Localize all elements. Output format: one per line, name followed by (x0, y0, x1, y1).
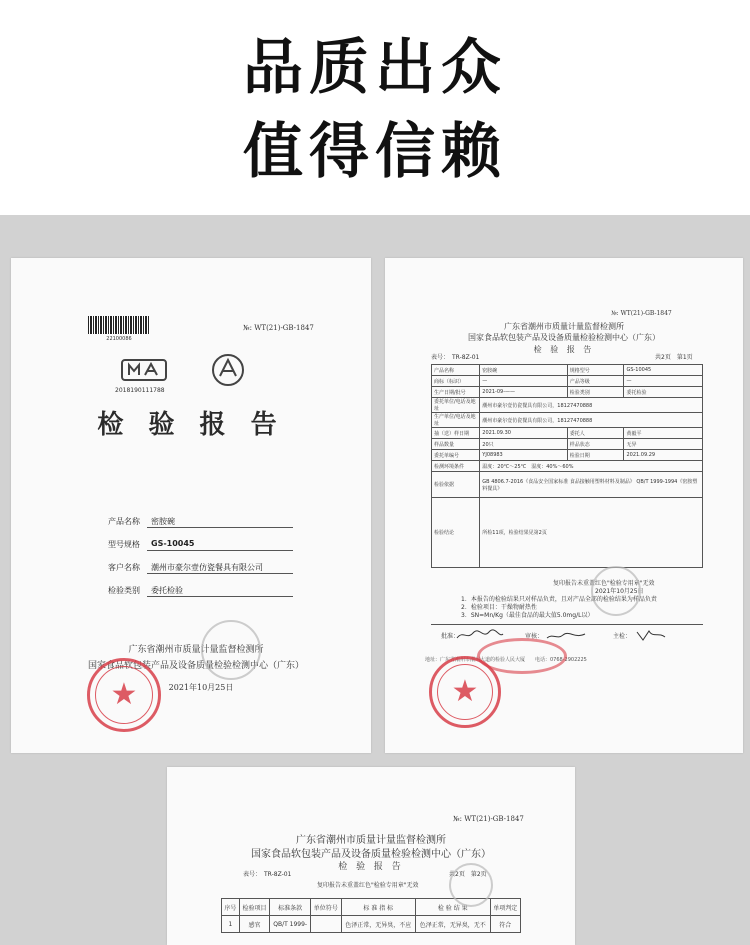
report-data-page-2 (167, 767, 575, 945)
table-header-cell: 单项判定 (490, 899, 521, 916)
table-cell: — (480, 376, 567, 387)
table-cell: 潮州市豪尔壹仿瓷餐具有限公司，18127470888 (480, 398, 703, 413)
page-info: 共2页 第1页 (655, 354, 693, 361)
org-name-line-1: 广东省潮州市质量计量监督检测所 (504, 322, 624, 331)
remark-line: 2．检验项目：干燥物耐热性 (461, 604, 537, 611)
red-seal-stamp (477, 638, 567, 674)
report-title: 检 验 报 告 (533, 345, 595, 354)
table-cell: 生产日期/批号 (432, 387, 480, 398)
table-cell: 样品状态 (567, 439, 624, 450)
table-cell: 2021.09.30 (480, 428, 567, 439)
footer-address: 地址：广东省潮州市潮州大道的检验人民大厦 电话：0768-2902225 (425, 657, 587, 663)
table-cell: 商标（标识） (432, 376, 480, 387)
table-row (432, 413, 703, 428)
copy-validity-note: 复印报告未重盖红色"检验专用章"无效 (553, 580, 655, 587)
table-row (432, 450, 703, 461)
report-data-page-1 (385, 258, 743, 753)
gray-seal-stamp (201, 620, 261, 680)
table-header-cell: 标准条款 (270, 899, 311, 916)
copy-validity-note: 复印报告未重盖红色"检验专用章"无效 (317, 882, 419, 889)
table-row (432, 398, 703, 413)
table-cell: 所检11项，检验结果见第2页 (480, 498, 703, 568)
table-cell: 产品名称 (432, 365, 480, 376)
table-cell: 检测环境条件 (432, 461, 480, 472)
table-cell (311, 916, 341, 933)
table-cell: 产品等级 (567, 376, 624, 387)
table-row (432, 439, 703, 450)
table-row (432, 365, 703, 376)
sign-label-review: 审核： (525, 633, 544, 640)
org-name-line-2: 国家食品软包装产品及设备质量检验检测中心（广东） (87, 661, 304, 671)
table-cell: 委托检验 (624, 387, 703, 398)
report-number: №: WT(21)-GB-1847 (243, 324, 314, 332)
report-title: 检 验 报 告 (97, 410, 285, 440)
sign-label-inspector: 主检： (613, 633, 632, 640)
table-cell: 温度：20℃～25℃ 湿度：40%～60% (480, 461, 703, 472)
table-cell: 感官 (239, 916, 269, 933)
remark-line: 1．本报告的检验结果只对样品负责，且对产品全部的检验结果为样品负责 (461, 596, 657, 603)
table-cell: — (624, 376, 703, 387)
table-cell: 样品数量 (432, 439, 480, 450)
org-name-line-2: 国家食品软包装产品及设备质量检验检测中心（广东） (468, 333, 660, 342)
table-cell: 委托人 (567, 428, 624, 439)
headline-line-1: 品质出众 (243, 33, 507, 103)
report-title: 检 验 报 告 (338, 862, 404, 872)
field-model-label: 型号规格 (108, 540, 140, 549)
org-name-line-2: 国家食品软包装产品及设备质量检验检测中心（广东） (251, 849, 491, 860)
table-cell: 黄毅平 (624, 428, 703, 439)
table-cell: 色泽正常，无异臭，不应 (341, 916, 416, 933)
gray-seal-stamp (449, 863, 493, 907)
table-cell: 2021-09-—— (480, 387, 567, 398)
table-bottom-border (431, 624, 703, 625)
form-number: 表号： TR-8Z-01 (243, 871, 292, 878)
field-inspection-type-label: 检验类别 (108, 586, 140, 595)
table-cell: GB 4806.7-2016《食品安全国家标准 食品接触用塑料材料及制品》 QB/T 1999-1994《密胺塑料餐具》 (480, 472, 703, 498)
table-cell: 潮州市豪尔壹仿瓷餐具有限公司，18127470888 (480, 413, 703, 428)
cma-number: 2018190111788 (115, 387, 165, 394)
table-cell: 抽（送）样日期 (432, 428, 480, 439)
table-header-cell: 序号 (222, 899, 240, 916)
table-cell: 规格型号 (567, 365, 624, 376)
table-cell: 检验类别 (567, 387, 624, 398)
field-product-name-value: 密胺碗 (151, 517, 175, 526)
headline-line-2: 值得信赖 (243, 117, 507, 187)
field-underline (147, 550, 293, 551)
table-row (432, 498, 703, 568)
signature-icon (545, 630, 589, 642)
table-header-cell: 单位符号 (311, 899, 341, 916)
table-header-cell: 检 验 结 果 (416, 899, 491, 916)
remark-line: 3．SN=Mn/Kg（最佳食品的最大值5.0mg/L以） (461, 612, 594, 619)
table-cell: QB/T 1999- (270, 916, 311, 933)
barcode-number: 22100086 (106, 336, 132, 342)
field-model-value: GS-10045 (151, 539, 195, 548)
table-cell: 色泽正常，无异臭，无不 (416, 916, 491, 933)
field-underline (147, 527, 293, 528)
org-name-line-1: 广东省潮州市质量计量监督检测所 (128, 645, 264, 655)
table-row (432, 472, 703, 498)
table-row (432, 387, 703, 398)
field-inspection-type-value: 委托检验 (151, 586, 183, 595)
table-cell: 检验依据 (432, 472, 480, 498)
table-cell: 检验日期 (567, 450, 624, 461)
table-header-cell: 标 准 指 标 (341, 899, 416, 916)
table-row (432, 461, 703, 472)
sign-label-approve: 批准： (441, 633, 460, 640)
table-cell: 1 (222, 916, 240, 933)
inspection-info-table (431, 364, 703, 568)
page-info: 共2页 第2页 (449, 871, 487, 878)
red-seal-stamp: ★ (429, 656, 501, 728)
table-cell: 2021.09.29 (624, 450, 703, 461)
field-client-value: 潮州市豪尔壹仿瓷餐具有限公司 (151, 563, 263, 572)
org-name-line-1: 广东省潮州市质量计量监督检测所 (296, 835, 446, 846)
gray-seal-stamp (591, 566, 641, 616)
table-cell: GS-10045 (624, 365, 703, 376)
field-underline (147, 596, 293, 597)
table-row (222, 916, 521, 933)
table-cell: 密胺碗 (480, 365, 567, 376)
table-row (432, 428, 703, 439)
form-number: 表号： TR-8Z-01 (431, 354, 480, 361)
field-product-name-label: 产品名称 (108, 517, 140, 526)
table-cell: 委托单位/电话及地址 (432, 398, 480, 413)
report-number: №: WT(21)-GB-1847 (453, 815, 524, 823)
table-cell: 生产单位/电话及地址 (432, 413, 480, 428)
table-cell: 20只 (480, 439, 567, 450)
table-cell: 无异 (624, 439, 703, 450)
table-cell: 委托单编号 (432, 450, 480, 461)
report-cover-page (11, 258, 371, 753)
barcode-icon (88, 316, 150, 334)
report-date: 2021年10月25日 (168, 683, 234, 692)
field-client-label: 客户名称 (108, 563, 140, 572)
table-row (432, 376, 703, 387)
cal-logo-icon (208, 352, 248, 388)
table-cell: YJ08983 (480, 450, 567, 461)
red-seal-stamp: ★ (87, 658, 161, 732)
report-date: 2021年10月25日 (595, 588, 644, 595)
table-cell: 符合 (490, 916, 521, 933)
field-underline (147, 573, 293, 574)
table-header-cell: 检验项目 (239, 899, 269, 916)
report-number: №: WT(21)-GB-1847 (611, 310, 672, 317)
signature-icon (635, 628, 671, 642)
table-cell: 检验结论 (432, 498, 480, 568)
cma-logo-icon (121, 358, 167, 382)
